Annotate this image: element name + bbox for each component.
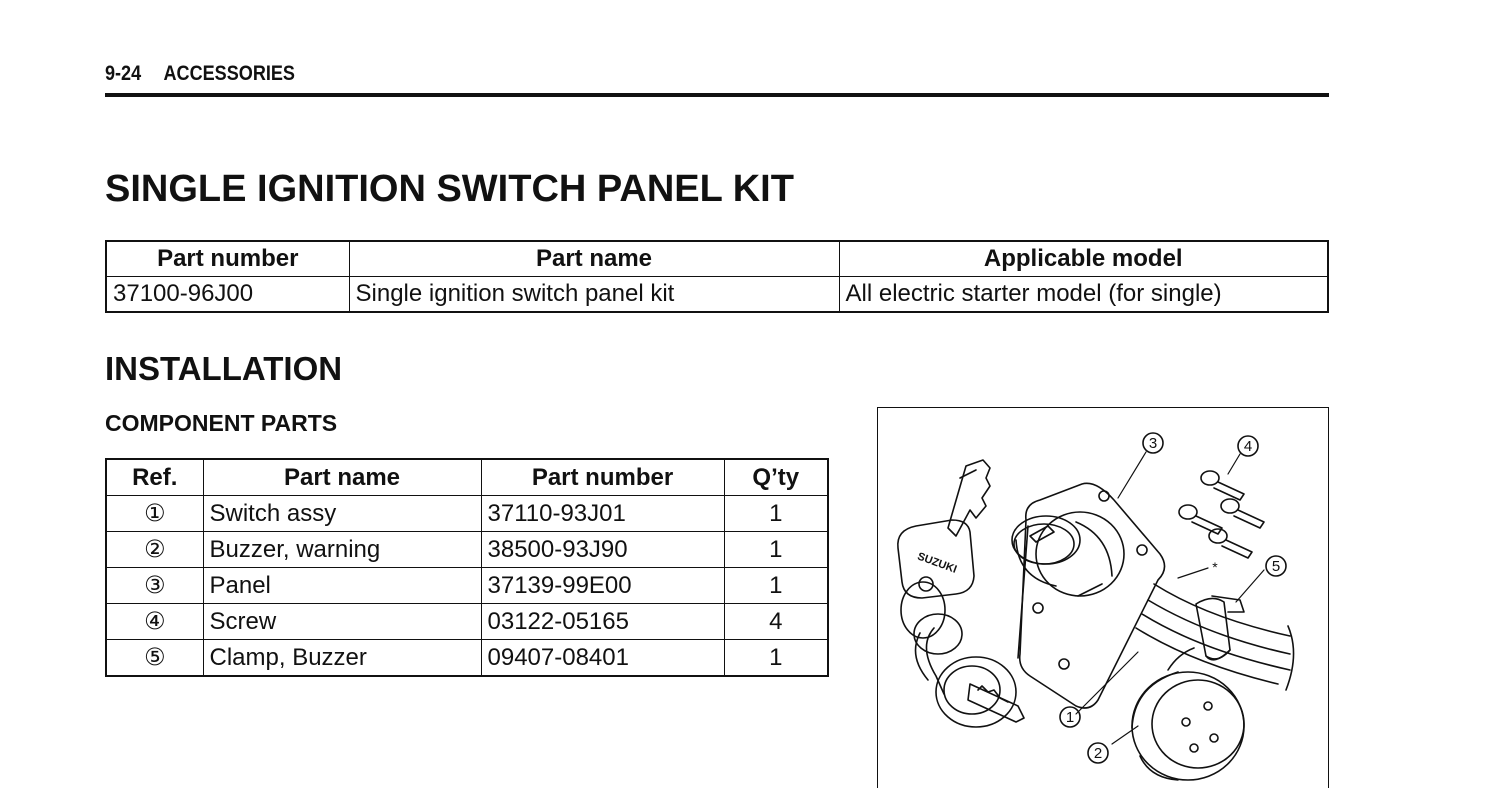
column-header: Part name (349, 241, 839, 277)
column-header: Applicable model (839, 241, 1328, 277)
table-cell: 37100-96J00 (106, 277, 349, 313)
table-row (106, 496, 828, 532)
part-name-cell: Switch assy (203, 496, 481, 532)
table-row (106, 277, 1328, 313)
ref-cell: ⑤ (106, 640, 203, 677)
part-name-cell: Panel (203, 568, 481, 604)
key-icon (898, 460, 990, 638)
column-header: Part number (481, 459, 724, 496)
quantity-cell: 1 (724, 532, 828, 568)
part-number-cell: 38500-93J90 (481, 532, 724, 568)
quantity-cell: 1 (724, 640, 828, 677)
part-number-cell: 09407-08401 (481, 640, 724, 677)
callout-5-label: 5 (1271, 558, 1281, 575)
ref-cell: ② (106, 532, 203, 568)
buzzer-icon (1132, 648, 1244, 780)
key-fob-icon (914, 614, 1024, 727)
header-rule (105, 93, 1329, 97)
callout-4-label: 4 (1243, 438, 1253, 455)
asterisk-mark: * (1212, 559, 1218, 575)
page-header (105, 62, 295, 86)
quantity-cell: 1 (724, 568, 828, 604)
table-cell: All electric starter model (for single) (839, 277, 1328, 313)
ref-cell: ③ (106, 568, 203, 604)
ref-cell: ① (106, 496, 203, 532)
exploded-view-drawing (878, 408, 1328, 786)
ref-cell: ④ (106, 604, 203, 640)
quantity-cell: 1 (724, 496, 828, 532)
page-title: SINGLE IGNITION SWITCH PANEL KIT (105, 168, 794, 210)
page-number: 9-24 (105, 62, 142, 85)
column-header: Part number (106, 241, 349, 277)
ignition-switch-icon (1012, 512, 1124, 596)
quantity-cell: 4 (724, 604, 828, 640)
part-number-cell: 37110-93J01 (481, 496, 724, 532)
part-name-cell: Screw (203, 604, 481, 640)
table-header-row (106, 241, 1328, 277)
table-row (106, 568, 828, 604)
key-brand-text: SUZUKI (915, 550, 959, 576)
callout-1-label: 1 (1065, 709, 1075, 726)
callout-2-label: 2 (1093, 745, 1103, 762)
column-header: Q’ty (724, 459, 828, 496)
installation-heading: INSTALLATION (105, 350, 343, 387)
table-row (106, 532, 828, 568)
leader-lines (1076, 452, 1264, 744)
table-cell: Single ignition switch panel kit (349, 277, 839, 313)
parts-illustration (877, 407, 1329, 788)
part-number-cell: 37139-99E00 (481, 568, 724, 604)
parts-table (105, 458, 829, 677)
column-header: Ref. (106, 459, 203, 496)
part-number-cell: 03122-05165 (481, 604, 724, 640)
table-header-row (106, 459, 828, 496)
chapter-title: ACCESSORIES (163, 62, 295, 85)
component-parts-heading: COMPONENT PARTS (105, 410, 338, 436)
callout-3-label: 3 (1148, 435, 1158, 452)
wire-harness-icon (1136, 584, 1294, 690)
column-header: Part name (203, 459, 481, 496)
table-row (106, 640, 828, 677)
table-row (106, 604, 828, 640)
kit-table (105, 240, 1329, 313)
screw-icon (1179, 471, 1264, 558)
part-name-cell: Buzzer, warning (203, 532, 481, 568)
part-name-cell: Clamp, Buzzer (203, 640, 481, 677)
